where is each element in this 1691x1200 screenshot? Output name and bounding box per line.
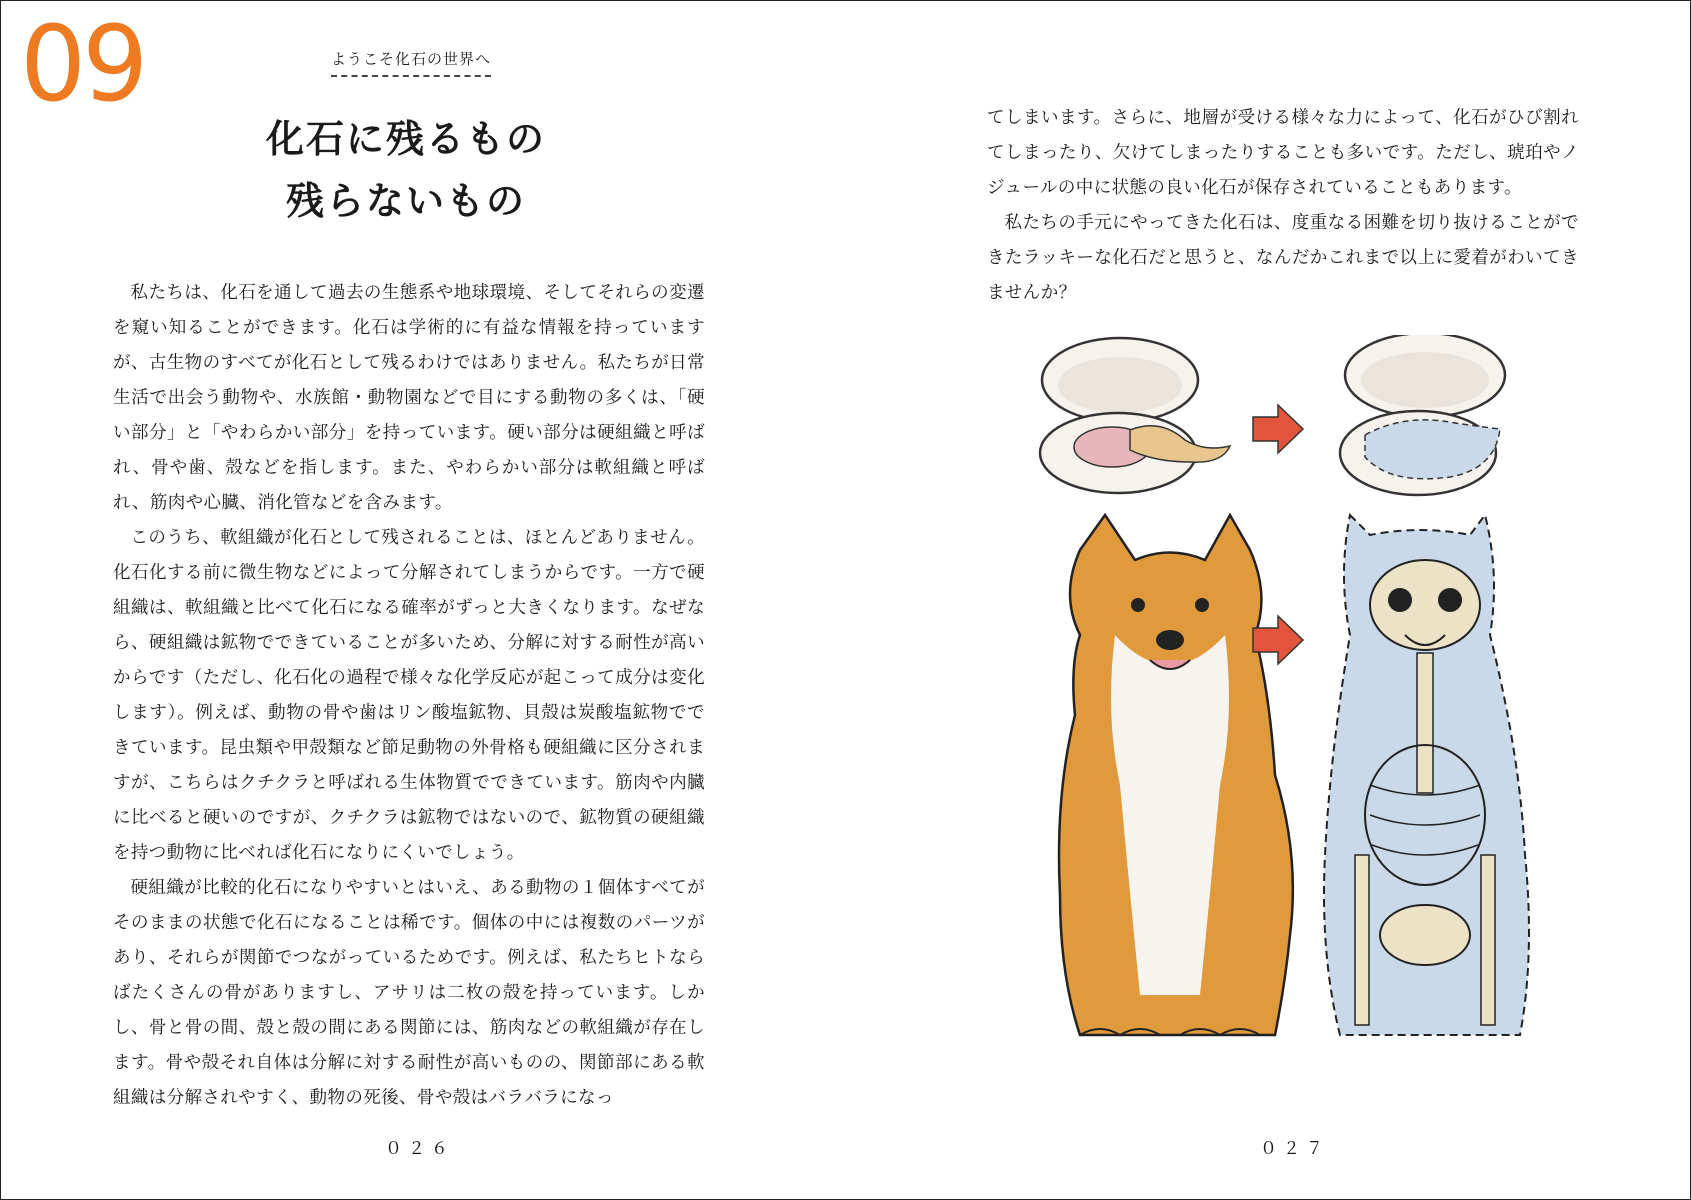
title-line-2: 残らないもの bbox=[285, 179, 526, 223]
paragraph: 私たちは、化石を通して過去の生態系や地球環境、そしてそれらの変遷を窺い知ることができます。化石は学術的に有益な情報を持っていますが、古生物のすべてが化石として残るわけではありません。私たちが日常生活で出会う動物や、水族館・動物園などで目にする動物の多くは、「硬い部分」と「やわらかい部分」を持っています。硬い部分は硬組織と呼ばれ、骨や歯、殻などを指します。また、やわらかい部分は軟組織と呼ばれ、筋肉や心臓、消化管などを含みます。 bbox=[113, 283, 705, 513]
paragraph: 硬組織が比較的化石になりやすいとはいえ、ある動物の１個体すべてがそのままの状態で化石になることは稀です。個体の中には複数のパーツがあり、それらが関節でつながっているためです。例えば、私たちヒトならばたくさんの骨がありますし、アサリは二枚の殻を持っています。しかし、骨と骨の間、殻と殻の間にある関節には、筋肉などの軟組織が存在します。骨や殻それ自体は分解に対する耐性が高いものの、関節部にある軟組織は分解されやすく、動物の死後、骨や殻はバラバラになっ bbox=[113, 878, 705, 1108]
clam-fossil-illustration bbox=[1340, 335, 1505, 495]
page-title bbox=[180, 108, 632, 232]
shiba-dog-illustration bbox=[1059, 515, 1293, 1035]
page-number-left: ０２６ bbox=[385, 1139, 454, 1159]
paragraph: てしまいます。さらに、地層が受ける様々な力によって、化石がひび割れてしまったり、欠けてしまったりすることも多いです。ただし、琥珀やノジュールの中に状態の良い化石が保存されていることもあります。 bbox=[987, 108, 1579, 198]
page-number-right: ０２７ bbox=[1260, 1139, 1329, 1159]
fossilization-illustration bbox=[1020, 335, 1560, 1105]
clam-living-illustration bbox=[1040, 338, 1230, 493]
arrow-right-icon bbox=[1253, 405, 1303, 453]
chapter-number: 09 bbox=[20, 3, 145, 125]
left-body-text bbox=[113, 276, 705, 1116]
right-body-text bbox=[987, 101, 1579, 311]
dog-skeleton-fossil-illustration bbox=[1324, 515, 1529, 1035]
title-line-1: 化石に残るもの bbox=[265, 117, 546, 161]
paragraph: このうち、軟組織が化石として残されることは、ほとんどありません。化石化する前に微生物などによって分解されてしまうからです。一方で硬組織は、軟組織と比べて化石になる確率がずっと大きくなります。なぜなら、硬組織は鉱物でできていることが多いため、分解に対する耐性が高いからです（ただし、化石化の過程で様々な化学反応が起こって成分は変化します）。例えば、動物の骨や歯はリン酸塩鉱物、貝殻は炭酸塩鉱物でできています。昆虫類や甲殻類など節足動物の外骨格も硬組織に区分されますが、こちらはクチクラと呼ばれる生体物質でできています。筋肉や内臓に比べると硬いのですが、クチクラは鉱物ではないので、鉱物質の硬組織を持つ動物に比べれば化石になりにくいでしょう。 bbox=[113, 528, 705, 863]
section-kicker: ようこそ化石の世界へ bbox=[331, 48, 491, 77]
paragraph: 私たちの手元にやってきた化石は、度重なる困難を切り抜けることができたラッキーな化石だと思うと、なんだかこれまで以上に愛着がわいてきませんか？ bbox=[987, 213, 1579, 303]
